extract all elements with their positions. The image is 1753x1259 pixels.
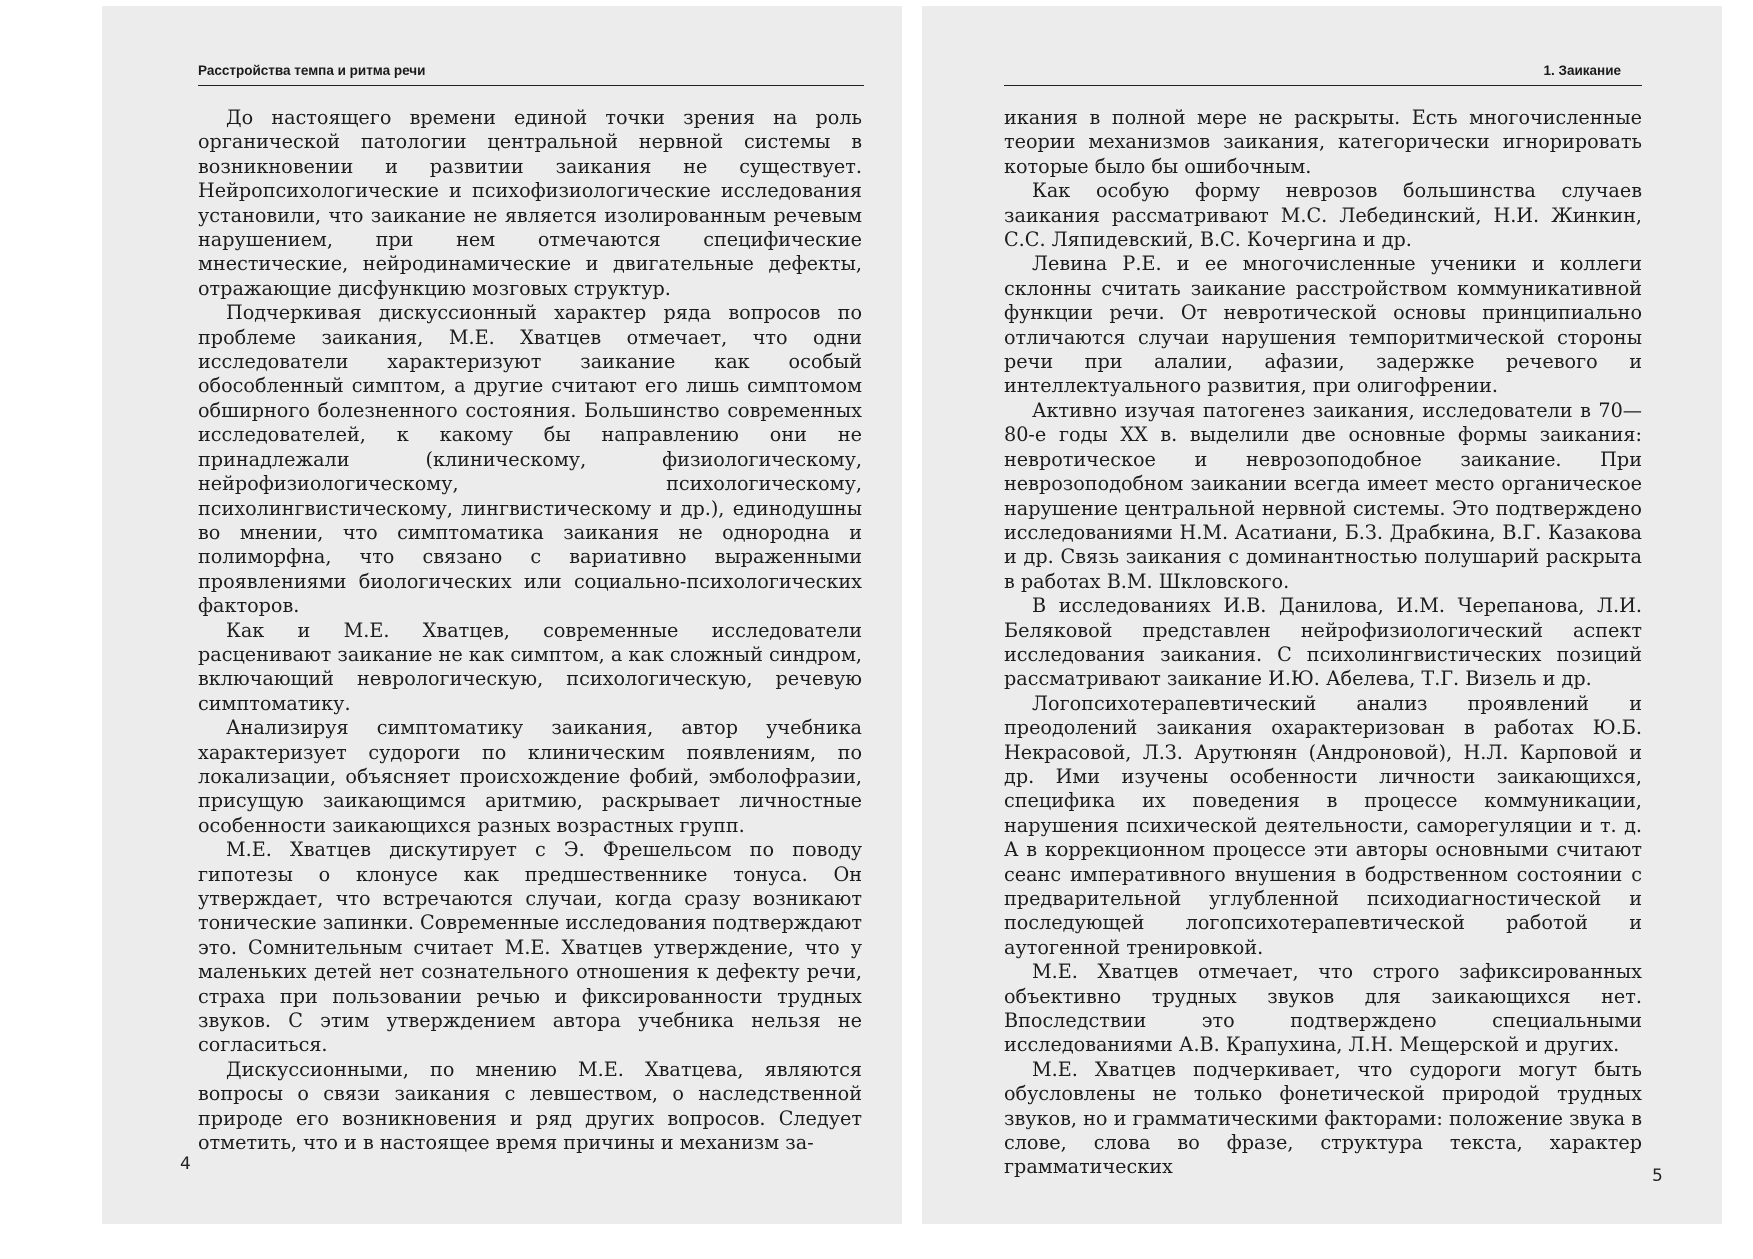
- right-page-text: [1004, 106, 1642, 1180]
- header-rule-left: [198, 85, 864, 86]
- paragraph: Подчеркивая дискуссионный характер ряда вопросов по проблеме заикания, М.Е. Хватцев отмечает, что одни исследователи характеризуют заикание как особый обособленный симптом, а другие считают его лишь симптомом обширного болезненного состояния. Большинство современных исследователей, к какому бы направлению они не принадлежали (клиническому, физиологическому, нейрофизиологическому, психологическому, психолингвистическому, лингвистическому и др.), единодушны во мнении, что симптоматика заикания не однородна и полиморфна, что связано с вариативно выраженными проявлениями биологических или социально-психологических факторов.: [198, 301, 862, 618]
- paragraph: До настоящего времени единой точки зрения на роль органической патологии центральной нервной системы в возникновении и развитии заикания не существует. Нейропсихологические и психофизиологические исследования установили, что заикание не является изолированным речевым нарушением, при нем отмечаются специфические мнестические, нейродинамические и двигательные дефекты, отражающие дисфункцию мозговых структур.: [198, 106, 862, 300]
- paragraph: Дискуссионными, по мнению М.Е. Хватцева, являются вопросы о связи заикания с левшеством, о наследственной природе его возникновения и ряд других вопросов. Следует отметить, что и в настоящее время причины и механизм за-: [198, 1057, 862, 1155]
- paragraph: Анализируя симптоматику заикания, автор учебника характеризует судороги по клиническим появлениям, по локализации, объясняет происхождение фобий, эмболофразии, присущую заикающимся аритмию, раскрывает личностные особенности заикающихся разных возрастных групп.: [198, 716, 862, 837]
- right-page: [922, 6, 1722, 1224]
- page-number-left: 4: [180, 1154, 191, 1174]
- paragraph: Как особую форму неврозов большинства случаев заикания рассматривают М.С. Лебединский, Н.И. Жинкин, С.С. Ляпидевский, В.С. Кочергина и др.: [1004, 179, 1642, 252]
- book-gutter: [902, 0, 922, 1259]
- header-rule-right: [1004, 85, 1642, 86]
- left-page-text: [198, 106, 862, 1155]
- paragraph: Как и М.Е. Хватцев, современные исследователи расценивают заикание не как симптом, а как сложный синдром, включающий неврологическую, психологическую, речевую симптоматику.: [198, 618, 863, 715]
- paragraph: икания в полной мере не раскрыты. Есть многочисленные теории механизмов заикания, категорически игнорировать которые было бы ошибочным.: [1004, 106, 1642, 178]
- paragraph: М.Е. Хватцев подчеркивает, что судороги могут быть обусловлены не только фонетической природой трудных звуков, но и грамматическими факторами: положение звука в слове, слова во фразе, структура текста, характер грамматических: [1004, 1057, 1642, 1179]
- running-head-left: Расстройства темпа и ритма речи: [198, 63, 426, 78]
- paragraph: М.Е. Хватцев отмечает, что строго зафиксированных объективно трудных звуков для заикающихся нет. Впоследствии это подтверждено специальными исследованиями А.В. Крапухина, Л.Н. Мещерской и других.: [1004, 960, 1642, 1057]
- page-number-right: 5: [1652, 1166, 1663, 1186]
- paragraph: Активно изучая патогенез заикания, исследователи в 70—80-е годы XX в. выделили две основные формы заикания: невротическое и неврозоподобное заикание. При неврозоподобном заикании всегда имеет место органическое нарушение центральной нервной системы. Это подтверждено исследованиями Н.М. Асатиани, Б.З. Драбкина, В.Г. Казакова и др. Связь заикания с доминантностью полушарий раскрыта в работах В.М. Шкловского.: [1004, 398, 1642, 593]
- paragraph: М.Е. Хватцев дискутирует с Э. Фрешельсом по поводу гипотезы о клонусе как предшественнике тонуса. Он утверждает, что встречаются случаи, когда сразу возникают тонические запинки. Современные исследования подтверждают это. Сомнительным считает М.Е. Хватцев утверждение, что у маленьких детей нет сознательного отношения к дефекту речи, страха при пользовании речью и фиксированности трудных звуков. С этим утверждением автора учебника нельзя не согласиться.: [198, 838, 862, 1057]
- paragraph: Левина Р.Е. и ее многочисленные ученики и коллеги склонны считать заикание расстройством коммуникативной функции речи. От невротической основы принципиально отличаются случаи нарушения темпоритмической стороны речи при алалии, афазии, задержке речевого и интеллектуального развития, при олигофрении.: [1004, 252, 1642, 398]
- running-head-right: 1. Заикание: [1543, 63, 1621, 78]
- left-page: [102, 6, 902, 1224]
- paragraph: Логопсихотерапевтический анализ проявлений и преодолений заикания охарактеризован в работах Ю.Б. Некрасовой, Л.З. Арутюнян (Андроновой), Н.Л. Карповой и др. Ими изучены особенности личности заикающихся, специфика их поведения в процессе коммуникации, нарушения психической деятельности, саморегуляции и т. д. А в коррекционном процессе эти авторы основными считают сеанс императивного внушения в бодрственном состоянии с предварительной углубленной психодиагностической и последующей логопсихотерапевтической работой и аутогенной тренировкой.: [1004, 691, 1642, 959]
- paragraph: В исследованиях И.В. Данилова, И.М. Черепанова, Л.И. Беляковой представлен нейрофизиологический аспект исследования заикания. С психолингвистических позиций рассматривают заикание И.Ю. Абелева, Т.Г. Визель и др.: [1004, 594, 1642, 691]
